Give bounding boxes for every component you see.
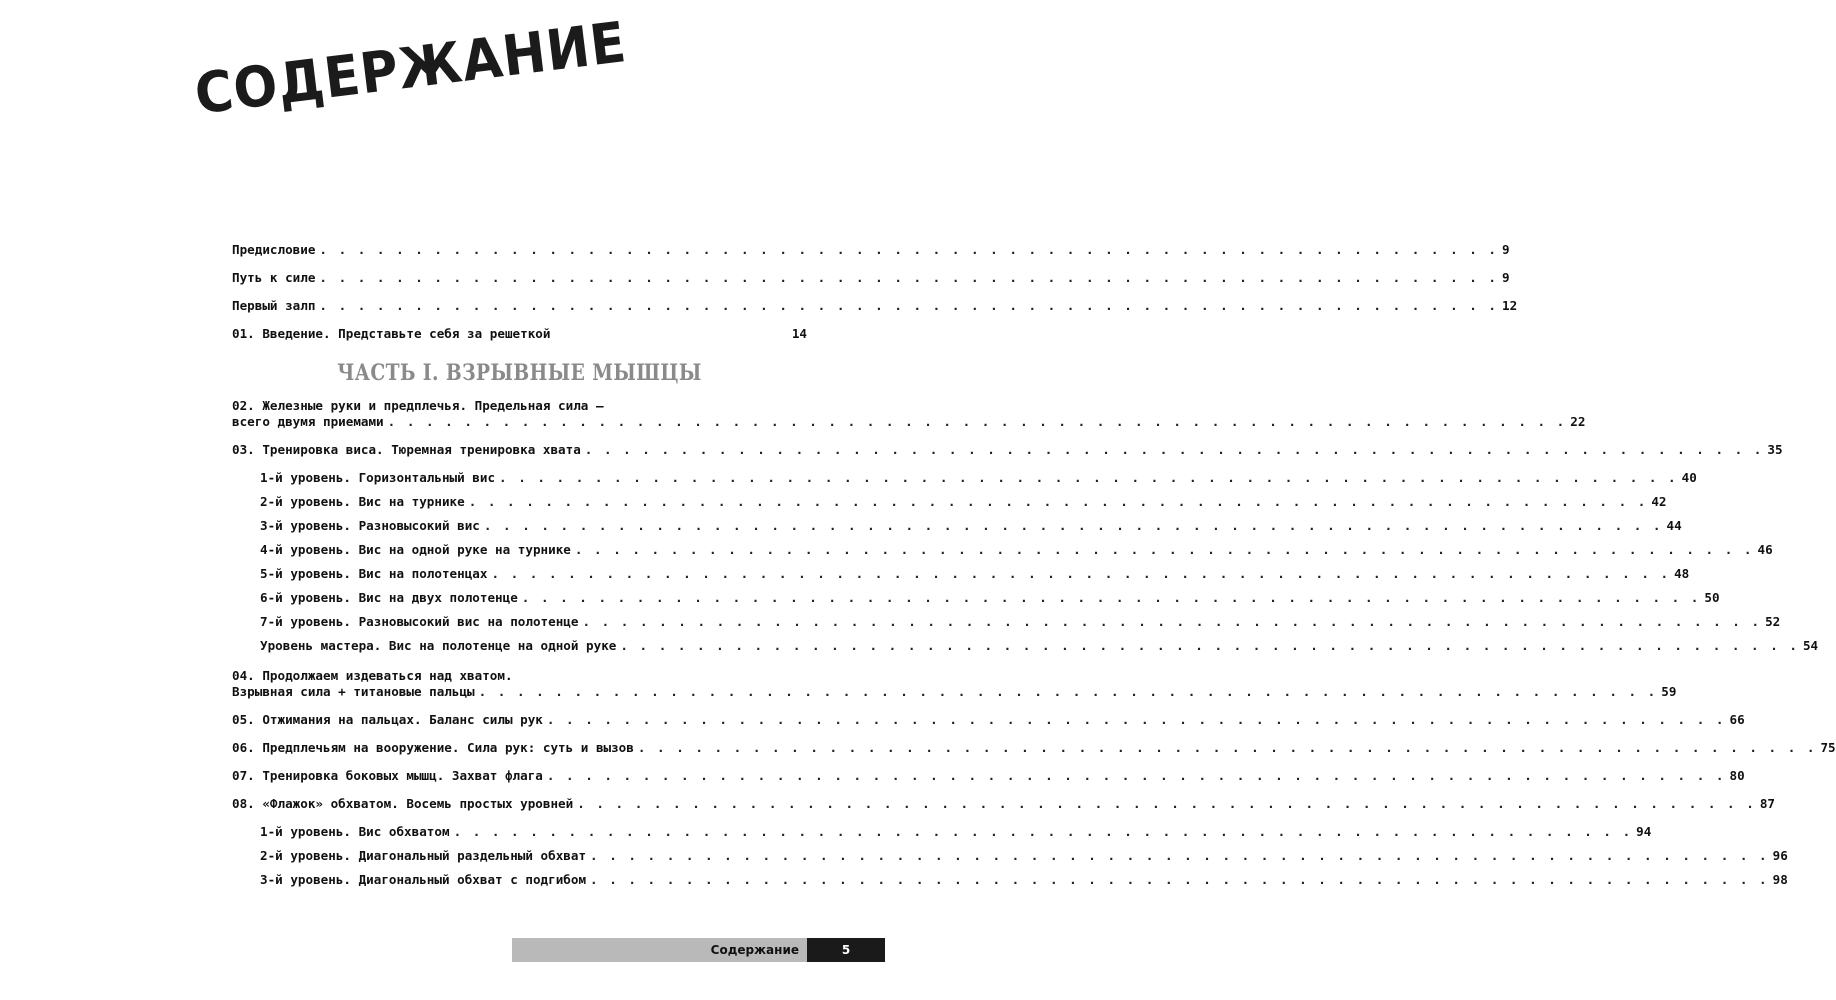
toc-subentry-label: 4-й уровень. Вис на одной руке на турнике	[260, 542, 571, 557]
leader-dots: . . . . . . . . . . . . . . . . . . . . . . . . . . . . . . . . . . . . . . . . . . . . . . . . . . . . . . . . . . . . . .	[574, 542, 1754, 557]
toc-subentry-page: 54	[1802, 638, 1819, 653]
toc-subentry-page: 40	[1681, 470, 1697, 485]
toc-entry[interactable]	[232, 740, 1836, 756]
leader-dots: . . . . . . . . . . . . . . . . . . . . . . . . . . . . . . . . . . . . . . . . . . . . . . . . . . . . . . . . . . . . . .	[620, 638, 1799, 653]
toc-entry-page: 66	[1729, 712, 1745, 727]
page-title: СОДЕРЖАНИЕ	[191, 10, 631, 128]
toc-entry-label: 06. Предплечьям на вооружение. Сила рук: суть и вызов	[232, 740, 634, 755]
toc-entry-label: Предисловие	[232, 242, 316, 257]
leader-dots: . . . . . . . . . . . . . . . . . . . . . . . . . . . . . . . . . . . . . . . . . . . . . . . . . . . . . . . . . . . . . .	[319, 242, 1499, 257]
toc-entry[interactable]	[232, 712, 1745, 728]
toc-subentry-label: 6-й уровень. Вис на двух полотенце	[260, 590, 518, 605]
toc-entry-label: 01. Введение. Представьте себя за решеткой	[232, 326, 551, 341]
toc-entry-page: 75	[1820, 740, 1836, 755]
toc-entry[interactable]	[232, 768, 1745, 784]
toc-entry-multiline[interactable]	[232, 668, 1677, 700]
toc-entry[interactable]	[232, 298, 1518, 314]
toc-subentry-page: 48	[1674, 566, 1690, 581]
toc-subentry[interactable]	[232, 566, 1690, 582]
toc-entry-multiline[interactable]	[232, 398, 1586, 430]
toc-subentry[interactable]	[232, 518, 1682, 534]
leader-dots: . . . . . . . . . . . . . . . . . . . . . . . . . . . . . . . . . . . . . . . . . . . . . . . . . . . . . . . . . . . . . .	[637, 740, 1817, 755]
toc-subentry[interactable]	[232, 494, 1667, 510]
leader-dots: . . . . . . . . . . . . . . . . . . . . . . . . . . . . . . . . . . . . . . . . . . . . . . . . . . . . . . . . . . . . . .	[499, 470, 1678, 485]
leader-dots: . . . . . . . . . . . . . . . . . . . . . . . . . . . . . . . . . . . . . . . . . . . . . . . . . . . . . . . . . . . . . .	[478, 684, 1658, 699]
toc-entry-page: 22	[1570, 414, 1586, 429]
toc-subentry-page: 42	[1651, 494, 1667, 509]
leader-dots: . . . . . . . . . . . . . . . . . . . . . . . . . . . . . . . . . . . . . . . . . . . . . . . . . . . . . . . . . . . . . .	[453, 824, 1633, 839]
toc-entry-page: 80	[1729, 768, 1745, 783]
leader-dots: . . . . . . . . . . . . . . . . . . . . . . . . . . . . . . . . . . . . . . . . . . . . . . . . . . . . . . . . . . . . . .	[590, 848, 1769, 863]
toc-subentry[interactable]	[232, 872, 1788, 888]
toc-entry-line2	[232, 414, 1586, 430]
leader-dots: . . . . . . . . . . . . . . . . . . . . . . . . . . . . . . . . . . . . . . . . . . . . . . . . . . . . . . . . . . . . . .	[491, 566, 1671, 581]
toc-subentry[interactable]	[232, 542, 1773, 558]
toc-entry-label: Первый залп	[232, 298, 316, 313]
toc-entry-label: 03. Тренировка виса. Тюремная тренировка хвата	[232, 442, 581, 457]
toc-entry-page: 9	[1502, 270, 1510, 285]
toc-subentry-label: 2-й уровень. Вис на турнике	[260, 494, 465, 509]
toc-subentry[interactable]	[232, 638, 1819, 654]
toc-entry-label-line2: всего двумя приемами	[232, 414, 384, 429]
leader-dots: . . . . . . . . . . . . . . . . . . . . . . . . . . . . . . . . . . . . . . . . . . . . . . . . . . . . . . . . . . . . . .	[521, 590, 1701, 605]
leader-dots: . . . . . . . . . . . . . . . . . . . . . . . . . . . . . . . . . . . . . . . . . . . . . . . . . . . . . . . . . . . . . .	[590, 872, 1769, 887]
toc-entry-label: Путь к силе	[232, 270, 316, 285]
toc-entry[interactable]	[232, 442, 1783, 458]
leader-dots: .	[554, 326, 565, 341]
leader-dots: . . . . . . . . . . . . . . . . . . . . . . . . . . . . . . . . . . . . . . . . . . . . . . . . . . . . . . . . . . . . . .	[468, 494, 1648, 509]
toc-entry-page: 14	[791, 326, 807, 341]
toc-entry[interactable]	[232, 242, 1510, 258]
toc-entry-label-line1: 04. Продолжаем издеваться над хватом.	[232, 668, 513, 683]
toc-entry[interactable]	[232, 270, 1510, 286]
toc-subentry-page: 50	[1704, 590, 1720, 605]
toc-subentry-page: 96	[1772, 848, 1788, 863]
leader-dots: . . . . . . . . . . . . . . . . . . . . . . . . . . . . . . . . . . . . . . . . . . . . . . . . . . . . . . . . . . . . . .	[387, 414, 1567, 429]
leader-dots: . . . . . . . . . . . . . . . . . . . . . . . . . . . . . . . . . . . . . . . . . . . . . . . . . . . . . . . . . . . . . .	[546, 712, 1726, 727]
toc-subentry-label: Уровень мастера. Вис на полотенце на одной руке	[260, 638, 617, 653]
toc-entry-label: 08. «Флажок» обхватом. Восемь простых уровней	[232, 796, 574, 811]
toc-subentry[interactable]	[232, 824, 1652, 840]
part-heading: ЧАСТЬ I. ВЗРЫВНЫЕ МЫШЦЫ	[337, 360, 702, 386]
table-of-contents	[232, 242, 1836, 888]
toc-subentry-label: 7-й уровень. Разновысокий вис на полотенце	[260, 614, 579, 629]
toc-subentries	[232, 470, 1819, 654]
leader-dots: . . . . . . . . . . . . . . . . . . . . . . . . . . . . . . . . . . . . . . . . . . . . . . . . . . . . . . . . . . . . . .	[582, 614, 1762, 629]
toc-entry-page: 35	[1767, 442, 1783, 457]
toc-subentry-label: 3-й уровень. Диагональный обхват с подгибом	[260, 872, 587, 887]
toc-mid-group	[232, 712, 1836, 812]
toc-entry-label: 07. Тренировка боковых мышц. Захват флага	[232, 768, 543, 783]
toc-subentry-label: 1-й уровень. Вис обхватом	[260, 824, 450, 839]
toc-subentry-page: 52	[1765, 614, 1781, 629]
footer-section-label: Содержание	[512, 938, 807, 962]
leader-dots: . . . . . . . . . . . . . . . . . . . . . . . . . . . . . . . . . . . . . . . . . . . . . . . . . . . . . . . . . . . . . .	[584, 442, 1764, 457]
toc-subentry-page: 44	[1666, 518, 1682, 533]
toc-subentry[interactable]	[232, 470, 1697, 486]
toc-top-group	[232, 242, 1518, 342]
toc-subentry-label: 2-й уровень. Диагональный раздельный обхват	[260, 848, 587, 863]
toc-entry-page: 87	[1759, 796, 1775, 811]
toc-subentry-page: 98	[1772, 872, 1788, 887]
toc-subentry-page: 46	[1757, 542, 1773, 557]
toc-subentries	[232, 824, 1788, 888]
footer-page-number: 5	[807, 938, 885, 962]
toc-entry-page: 9	[1502, 242, 1510, 257]
toc-subentry-label: 1-й уровень. Горизонтальный вис	[260, 470, 496, 485]
toc-subentry-label: 5-й уровень. Вис на полотенцах	[260, 566, 488, 581]
leader-dots: . . . . . . . . . . . . . . . . . . . . . . . . . . . . . . . . . . . . . . . . . . . . . . . . . . . . . . . . . . . . . .	[577, 796, 1756, 811]
toc-entry[interactable]	[232, 326, 807, 342]
toc-subentry-page: 94	[1636, 824, 1652, 839]
toc-entry-label: 05. Отжимания на пальцах. Баланс силы рук	[232, 712, 543, 727]
leader-dots: . . . . . . . . . . . . . . . . . . . . . . . . . . . . . . . . . . . . . . . . . . . . . . . . . . . . . . . . . . . . . .	[483, 518, 1663, 533]
leader-dots: . . . . . . . . . . . . . . . . . . . . . . . . . . . . . . . . . . . . . . . . . . . . . . . . . . . . . . . . . . . . . .	[546, 768, 1726, 783]
toc-subentry[interactable]	[232, 614, 1781, 630]
toc-entry-page: 12	[1502, 298, 1518, 313]
toc-entry-line2	[232, 684, 1677, 700]
toc-entry-label-line1: 02. Железные руки и предплечья. Предельная сила —	[232, 398, 604, 413]
leader-dots: . . . . . . . . . . . . . . . . . . . . . . . . . . . . . . . . . . . . . . . . . . . . . . . . . . . . . . . . . . . . . .	[319, 298, 1499, 313]
toc-entry[interactable]	[232, 796, 1775, 812]
toc-subentry[interactable]	[232, 848, 1788, 864]
toc-entry-page: 59	[1661, 684, 1677, 699]
toc-subentry-label: 3-й уровень. Разновысокий вис	[260, 518, 480, 533]
leader-dots: . . . . . . . . . . . . . . . . . . . . . . . . . . . . . . . . . . . . . . . . . . . . . . . . . . . . . . . . . . . . . .	[319, 270, 1499, 285]
toc-entry-label-line2: Взрывная сила + титановые пальцы	[232, 684, 475, 699]
toc-subentry[interactable]	[232, 590, 1720, 606]
